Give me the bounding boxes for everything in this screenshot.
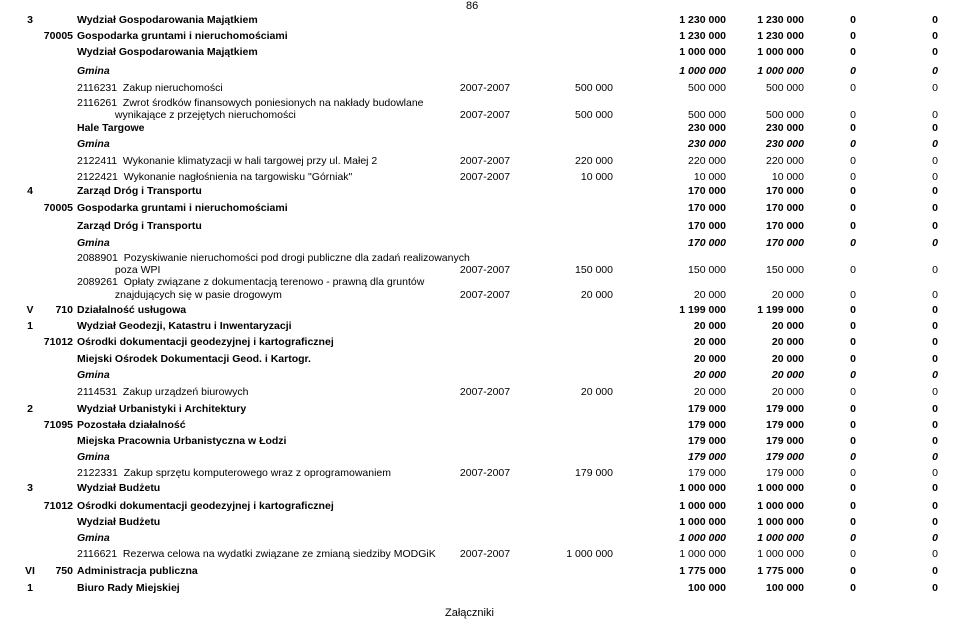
table-row [0, 516, 960, 532]
cell-amount-col3: 0 [850, 369, 856, 381]
cell-amount-col4: 0 [932, 82, 938, 94]
cell-amount-total: 170 000 [688, 220, 726, 232]
cell-description: 2116621 Rezerwa celowa na wydatki związane ze zmianą siedziby MODGiK [77, 548, 436, 560]
cell-amount-col4: 0 [932, 353, 938, 365]
cell-amount-col4: 0 [932, 403, 938, 415]
cell-amount-col4: 0 [932, 467, 938, 479]
cell-period: 2007-2007 [459, 82, 511, 94]
cell-period: 2007-2007 [459, 171, 511, 183]
cell-amount-year: 20 000 [771, 353, 804, 365]
cell-amount-col4: 0 [932, 451, 938, 463]
table-row [0, 320, 960, 336]
cell-amount-total: 179 000 [688, 451, 726, 463]
table-row [0, 304, 960, 320]
page-number: 86 [466, 0, 479, 12]
cell-amount-col4: 0 [932, 548, 938, 560]
table-row [0, 532, 960, 548]
cell-description: Wydział Budżetu [77, 482, 161, 494]
table-row [0, 582, 960, 598]
cell-amount-total: 10 000 [693, 171, 726, 183]
cell-description: Administracja publiczna [77, 565, 198, 577]
table-row [0, 336, 960, 352]
cell-description: Gmina [77, 237, 110, 249]
table-row [0, 155, 960, 171]
cell-period: 2007-2007 [459, 155, 511, 167]
cell-amount-col3: 0 [850, 220, 856, 232]
cell-description: 2122411 Wykonanie klimatyzacji w hali targowej przy ul. Małej 2 [77, 155, 378, 167]
cell-chapter-code: 71012 [43, 500, 73, 512]
cell-section-number: 1 [27, 320, 33, 332]
cell-section-number: 3 [27, 14, 33, 26]
cell-amount-year: 170 000 [766, 220, 804, 232]
table-row [0, 30, 960, 46]
cell-amount-col3: 0 [850, 237, 856, 249]
cell-amount-col4: 0 [932, 237, 938, 249]
cell-amount-col4: 0 [932, 565, 938, 577]
cell-amount-col4: 0 [932, 500, 938, 512]
cell-amount-col4: 0 [932, 516, 938, 528]
cell-amount-col4: 0 [932, 320, 938, 332]
table-row [0, 419, 960, 435]
cell-period: 2007-2007 [459, 386, 511, 398]
cell-amount-year: 20 000 [771, 336, 804, 348]
cell-planned-cost: 10 000 [580, 171, 613, 183]
cell-description: 2114531 Zakup urządzeń biurowych [77, 386, 249, 398]
cell-description: Gospodarka gruntami i nieruchomościami [77, 202, 288, 214]
cell-planned-cost: 500 000 [575, 82, 613, 94]
cell-amount-year: 230 000 [766, 122, 804, 134]
cell-description: Hale Targowe [77, 122, 145, 134]
table-row [0, 138, 960, 154]
cell-planned-cost: 20 000 [580, 289, 613, 301]
cell-chapter-code: 70005 [43, 30, 73, 42]
cell-amount-col3: 0 [850, 46, 856, 58]
cell-planned-cost: 220 000 [575, 155, 613, 167]
cell-amount-year: 1 230 000 [757, 30, 804, 42]
cell-amount-year: 1 230 000 [757, 14, 804, 26]
table-row [0, 65, 960, 81]
cell-amount-year: 100 000 [766, 582, 804, 594]
cell-description: 2089261 Opłaty związane z dokumentacją terenowo - prawną dla gruntów [77, 276, 425, 288]
cell-amount-col3: 0 [850, 451, 856, 463]
cell-amount-total: 20 000 [693, 353, 726, 365]
table-row [0, 565, 960, 581]
cell-amount-col4: 0 [932, 65, 938, 77]
cell-amount-col3: 0 [850, 532, 856, 544]
cell-planned-cost: 1 000 000 [566, 548, 613, 560]
cell-amount-year: 179 000 [766, 403, 804, 415]
cell-planned-cost: 150 000 [575, 264, 613, 276]
cell-description: Działalność usługowa [77, 304, 187, 316]
cell-amount-col3: 0 [850, 185, 856, 197]
cell-amount-col3: 0 [850, 138, 856, 150]
page-footer: Załączniki [445, 607, 494, 619]
cell-section-number: 4 [27, 185, 33, 197]
cell-amount-col3: 0 [850, 289, 856, 301]
cell-amount-year: 179 000 [766, 451, 804, 463]
cell-amount-total: 1 775 000 [679, 565, 726, 577]
cell-amount-col4: 0 [932, 532, 938, 544]
cell-amount-col4: 0 [932, 202, 938, 214]
table-row [0, 403, 960, 419]
cell-amount-total: 20 000 [693, 369, 726, 381]
cell-amount-total: 1 000 000 [679, 65, 726, 77]
cell-description: Ośrodki dokumentacji geodezyjnej i kartograficznej [77, 500, 334, 512]
cell-amount-col3: 0 [850, 467, 856, 479]
cell-amount-col4: 0 [932, 419, 938, 431]
cell-amount-year: 10 000 [771, 171, 804, 183]
cell-amount-year: 170 000 [766, 237, 804, 249]
cell-amount-col3: 0 [850, 500, 856, 512]
cell-amount-total: 179 000 [688, 435, 726, 447]
cell-amount-year: 170 000 [766, 202, 804, 214]
cell-amount-col3: 0 [850, 155, 856, 167]
cell-amount-year: 1 000 000 [757, 516, 804, 528]
cell-amount-year: 20 000 [771, 289, 804, 301]
cell-period: 2007-2007 [459, 467, 511, 479]
cell-chapter-code: 750 [55, 565, 73, 577]
cell-amount-col3: 0 [850, 109, 856, 121]
cell-section-number: 3 [27, 482, 33, 494]
cell-amount-col4: 0 [932, 46, 938, 58]
cell-amount-total: 179 000 [688, 419, 726, 431]
cell-amount-year: 1 775 000 [757, 565, 804, 577]
cell-description: wynikające z przejętych nieruchomości [77, 109, 296, 121]
cell-amount-col3: 0 [850, 264, 856, 276]
cell-amount-total: 20 000 [693, 289, 726, 301]
cell-amount-col3: 0 [850, 304, 856, 316]
cell-description: Pozostała działalność [77, 419, 186, 431]
cell-amount-col3: 0 [850, 435, 856, 447]
cell-amount-col3: 0 [850, 419, 856, 431]
cell-amount-total: 1 230 000 [679, 14, 726, 26]
cell-amount-year: 170 000 [766, 185, 804, 197]
cell-description: Miejska Pracownia Urbanistyczna w Łodzi [77, 435, 287, 447]
cell-description: Zarząd Dróg i Transportu [77, 185, 202, 197]
cell-amount-col4: 0 [932, 109, 938, 121]
cell-amount-total: 1 000 000 [679, 548, 726, 560]
table-row [0, 122, 960, 138]
cell-amount-col3: 0 [850, 548, 856, 560]
cell-description: znajdujących się w pasie drogowym [77, 289, 282, 301]
cell-period: 2007-2007 [459, 548, 511, 560]
cell-amount-total: 179 000 [688, 467, 726, 479]
cell-section-number: 2 [27, 403, 33, 415]
table-row [0, 500, 960, 516]
cell-description: Gmina [77, 65, 110, 77]
cell-description: Gospodarka gruntami i nieruchomościami [77, 30, 288, 42]
cell-amount-col4: 0 [932, 386, 938, 398]
cell-chapter-code: 71095 [43, 419, 73, 431]
cell-amount-col3: 0 [850, 65, 856, 77]
cell-planned-cost: 20 000 [580, 386, 613, 398]
cell-amount-total: 170 000 [688, 202, 726, 214]
cell-amount-total: 1 000 000 [679, 46, 726, 58]
cell-description: Wydział Geodezji, Katastru i Inwentaryzacji [77, 320, 292, 332]
cell-amount-col3: 0 [850, 122, 856, 134]
cell-amount-col3: 0 [850, 516, 856, 528]
cell-amount-col4: 0 [932, 14, 938, 26]
cell-description: Wydział Gospodarowania Majątkiem [77, 14, 258, 26]
table-row [0, 369, 960, 385]
cell-amount-total: 170 000 [688, 237, 726, 249]
cell-description: Miejski Ośrodek Dokumentacji Geod. i Kartogr. [77, 353, 311, 365]
cell-period: 2007-2007 [459, 109, 511, 121]
cell-amount-col4: 0 [932, 185, 938, 197]
cell-amount-total: 1 000 000 [679, 532, 726, 544]
cell-amount-year: 20 000 [771, 320, 804, 332]
cell-description: 2116231 Zakup nieruchomości [77, 82, 223, 94]
cell-amount-total: 170 000 [688, 185, 726, 197]
cell-amount-col4: 0 [932, 220, 938, 232]
cell-amount-col4: 0 [932, 138, 938, 150]
cell-amount-year: 1 000 000 [757, 532, 804, 544]
cell-amount-total: 1 000 000 [679, 482, 726, 494]
cell-period: 2007-2007 [459, 289, 511, 301]
cell-amount-total: 1 000 000 [679, 516, 726, 528]
cell-amount-col3: 0 [850, 386, 856, 398]
cell-amount-total: 1 199 000 [679, 304, 726, 316]
cell-description: Zarząd Dróg i Transportu [77, 220, 202, 232]
cell-amount-col4: 0 [932, 304, 938, 316]
cell-description: Wydział Urbanistyki i Architektury [77, 403, 247, 415]
cell-amount-col4: 0 [932, 30, 938, 42]
cell-amount-col4: 0 [932, 336, 938, 348]
cell-amount-total: 100 000 [688, 582, 726, 594]
cell-amount-col4: 0 [932, 369, 938, 381]
cell-amount-year: 150 000 [766, 264, 804, 276]
cell-amount-col4: 0 [932, 155, 938, 167]
cell-amount-year: 1 000 000 [757, 65, 804, 77]
cell-amount-col4: 0 [932, 264, 938, 276]
cell-amount-total: 230 000 [688, 122, 726, 134]
cell-chapter-code: 70005 [43, 202, 73, 214]
table-row [0, 451, 960, 467]
cell-amount-col3: 0 [850, 336, 856, 348]
cell-amount-total: 500 000 [688, 109, 726, 121]
cell-amount-year: 179 000 [766, 467, 804, 479]
cell-description: 2122421 Wykonanie nagłośnienia na targowisku "Górniak" [77, 171, 353, 183]
cell-description: Wydział Budżetu [77, 516, 161, 528]
table-row [0, 482, 960, 498]
cell-amount-year: 20 000 [771, 369, 804, 381]
table-row [0, 353, 960, 369]
cell-period: 2007-2007 [459, 264, 511, 276]
cell-planned-cost: 500 000 [575, 109, 613, 121]
cell-amount-year: 230 000 [766, 138, 804, 150]
cell-amount-col3: 0 [850, 82, 856, 94]
cell-amount-col3: 0 [850, 482, 856, 494]
cell-amount-total: 150 000 [688, 264, 726, 276]
table-row [0, 185, 960, 201]
cell-amount-col3: 0 [850, 320, 856, 332]
cell-amount-col3: 0 [850, 30, 856, 42]
cell-amount-total: 179 000 [688, 403, 726, 415]
cell-section-number: V [26, 304, 34, 316]
cell-amount-col3: 0 [850, 14, 856, 26]
cell-amount-year: 1 199 000 [757, 304, 804, 316]
cell-amount-col4: 0 [932, 171, 938, 183]
cell-description: 2116261 Zwrot środków finansowych poniesionych na nakłady budowlane [77, 97, 424, 109]
table-row [0, 237, 960, 253]
cell-description: poza WPI [77, 264, 161, 276]
table-row [0, 467, 960, 483]
cell-amount-total: 230 000 [688, 138, 726, 150]
cell-amount-year: 1 000 000 [757, 46, 804, 58]
cell-description: Gmina [77, 532, 110, 544]
table-row [0, 435, 960, 451]
table-row [0, 202, 960, 218]
cell-amount-col4: 0 [932, 435, 938, 447]
cell-amount-col4: 0 [932, 582, 938, 594]
table-row [0, 14, 960, 30]
cell-amount-col4: 0 [932, 122, 938, 134]
cell-amount-year: 500 000 [766, 109, 804, 121]
cell-description: Gmina [77, 138, 110, 150]
cell-amount-col4: 0 [932, 289, 938, 301]
cell-amount-year: 220 000 [766, 155, 804, 167]
cell-amount-total: 1 000 000 [679, 500, 726, 512]
cell-description: Biuro Rady Miejskiej [77, 582, 180, 594]
cell-section-number: VI [25, 565, 35, 577]
table-row [0, 548, 960, 564]
cell-planned-cost: 179 000 [575, 467, 613, 479]
cell-chapter-code: 710 [55, 304, 73, 316]
cell-amount-total: 1 230 000 [679, 30, 726, 42]
cell-description: Gmina [77, 369, 110, 381]
table-row [0, 289, 960, 305]
cell-description: 2122331 Zakup sprzętu komputerowego wraz z oprogramowaniem [77, 467, 392, 479]
cell-description: Gmina [77, 451, 110, 463]
cell-section-number: 1 [27, 582, 33, 594]
cell-amount-col4: 0 [932, 482, 938, 494]
table-row [0, 46, 960, 62]
cell-amount-year: 1 000 000 [757, 500, 804, 512]
cell-amount-col3: 0 [850, 565, 856, 577]
cell-amount-total: 20 000 [693, 386, 726, 398]
cell-amount-year: 1 000 000 [757, 548, 804, 560]
cell-amount-col3: 0 [850, 582, 856, 594]
cell-amount-year: 179 000 [766, 435, 804, 447]
cell-amount-year: 20 000 [771, 386, 804, 398]
cell-amount-total: 220 000 [688, 155, 726, 167]
table-row [0, 82, 960, 98]
table-row [0, 386, 960, 402]
table-row [0, 220, 960, 236]
cell-chapter-code: 71012 [43, 336, 73, 348]
cell-description: Wydział Gospodarowania Majątkiem [77, 46, 258, 58]
cell-amount-year: 1 000 000 [757, 482, 804, 494]
cell-description: 2088901 Pozyskiwanie nieruchomości pod drogi publiczne dla zadań realizowanych [77, 252, 470, 264]
cell-amount-col3: 0 [850, 403, 856, 415]
cell-amount-total: 500 000 [688, 82, 726, 94]
cell-amount-year: 500 000 [766, 82, 804, 94]
cell-amount-year: 179 000 [766, 419, 804, 431]
cell-amount-col3: 0 [850, 353, 856, 365]
cell-amount-col3: 0 [850, 202, 856, 214]
cell-amount-total: 20 000 [693, 320, 726, 332]
cell-amount-col3: 0 [850, 171, 856, 183]
cell-description: Ośrodki dokumentacji geodezyjnej i kartograficznej [77, 336, 334, 348]
cell-amount-total: 20 000 [693, 336, 726, 348]
